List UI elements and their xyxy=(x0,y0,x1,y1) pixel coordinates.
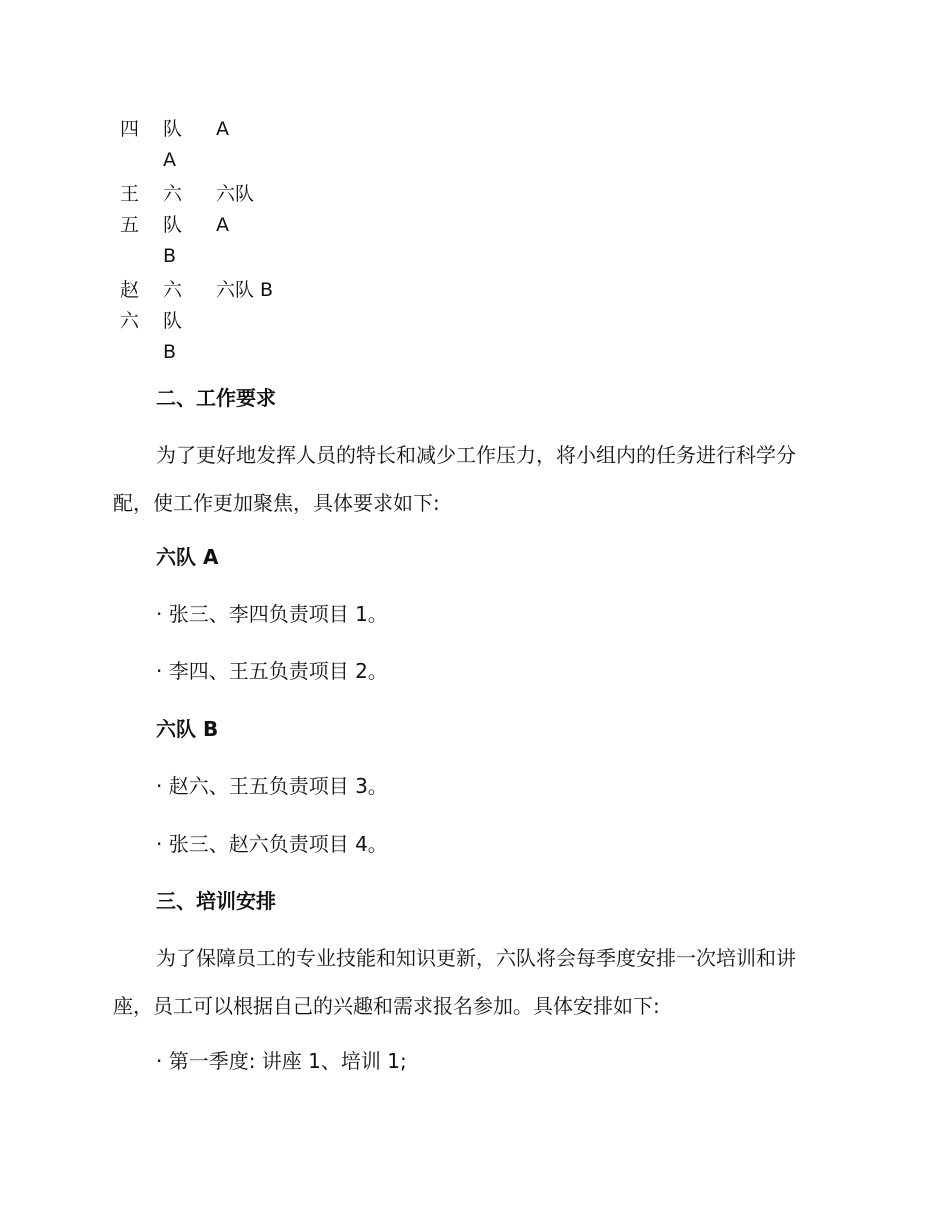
table-cell-name: 赵 六 xyxy=(120,279,140,332)
table-cell-group: 六队 A xyxy=(216,183,255,236)
section-heading: 三、培训安排 xyxy=(156,889,276,913)
group-a-item-1-block xyxy=(0,599,950,629)
section-heading: 二、工作要求 xyxy=(156,386,276,410)
table-row xyxy=(112,275,372,368)
list-item: · 张三、李四负责项目 1。 xyxy=(156,602,388,626)
table-cell-team: 队 A xyxy=(163,118,183,171)
list-item: · 第一季度: 讲座 1、培训 1; xyxy=(156,1049,407,1073)
heading-work-requirements-block xyxy=(0,383,950,413)
table-cell-team: 六 队 B xyxy=(163,279,183,363)
group-b-item-2-block xyxy=(0,829,950,859)
body-paragraph: 为了更好地发挥人员的特长和减少工作压力，将小组内的任务进行科学分配，使工作更加聚焦，具体要求如下: xyxy=(113,443,796,515)
training-paragraph-block xyxy=(0,934,950,1030)
table-row xyxy=(112,114,372,176)
training-item-1-block xyxy=(0,1046,950,1076)
table-cell-name: 王 五 xyxy=(120,183,140,236)
group-b-item-1-block xyxy=(0,771,950,801)
group-title: 六队 A xyxy=(156,545,219,569)
table-row xyxy=(112,179,372,272)
table-cell-group: 六队 B xyxy=(216,279,274,301)
list-item: · 张三、赵六负责项目 4。 xyxy=(156,832,388,856)
list-item: · 李四、王五负责项目 2。 xyxy=(156,659,388,683)
table-cell-team: 六 队 B xyxy=(163,183,183,267)
list-item: · 赵六、王五负责项目 3。 xyxy=(156,774,388,798)
group-b-title-block xyxy=(0,714,950,744)
assignment-table-continuation xyxy=(112,114,372,371)
group-title: 六队 B xyxy=(156,717,219,741)
group-a-item-2-block xyxy=(0,656,950,686)
work-requirements-paragraph-block xyxy=(0,431,950,527)
table-cell-group: A xyxy=(216,118,229,140)
table-cell-name: 四 xyxy=(120,118,140,140)
body-paragraph: 为了保障员工的专业技能和知识更新，六队将会每季度安排一次培训和讲座，员工可以根据自己的兴趣和需求报名参加。具体安排如下: xyxy=(113,946,796,1018)
heading-training-block xyxy=(0,886,950,916)
group-a-title-block xyxy=(0,542,950,572)
